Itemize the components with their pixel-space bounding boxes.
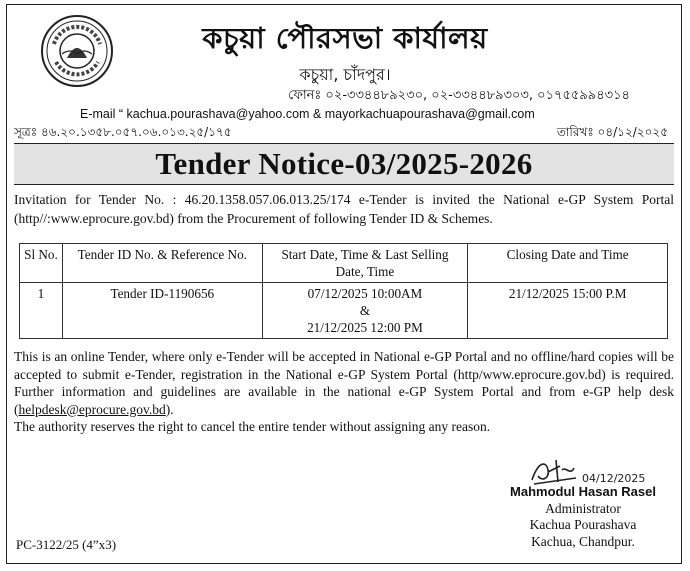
cell-sl: 1 [20, 283, 63, 339]
office-title-bengali: কচুয়া পৌরসভা কার্যালয় [202, 21, 488, 55]
tender-table [19, 243, 668, 339]
header-closing-date: Closing Date and Time [468, 244, 668, 283]
signatory-title: Administrator [545, 500, 621, 516]
online-tender-paragraph [14, 348, 674, 418]
table-row [20, 283, 668, 339]
email-addresses: E-mail “ kachua.pourashava@yahoo.com & mayorkachuapourashava@gmail.com [80, 107, 535, 121]
signature-date: 04/12/2025 [582, 472, 646, 485]
header-tender-id: Tender ID No. & Reference No. [62, 244, 262, 283]
cancellation-paragraph: The authority reserves the right to cancel the entire tender without assigning any reason. [14, 419, 491, 434]
signatory-block [498, 484, 668, 550]
notice-banner [14, 143, 674, 185]
office-location-bengali: কচুয়া, চাঁদপুর। [299, 65, 391, 84]
header-sl: Sl No. [20, 244, 63, 283]
pc-code: PC-3122/25 (4”x3) [16, 537, 117, 552]
header-start-date: Start Date, Time & Last Selling Date, Time [262, 244, 468, 283]
memo-date: তারিখঃ ০৪/১২/২০২৫ [556, 125, 668, 139]
phone-numbers: ফোনঃ ০২-৩৩৪৪৮৯২৩০, ০২-৩৩৪৪৮৯৩০৩, ০১৭৫৫৯৯৪৩১৪ [288, 88, 630, 103]
last-selling-datetime: 21/12/2025 12:00 PM [307, 320, 423, 335]
ampersand: & [359, 303, 371, 318]
terms-notes [14, 348, 674, 436]
cell-tender-id: Tender ID-1190656 [62, 283, 262, 339]
invitation-paragraph: Invitation for Tender No. : 46.20.1358.057.06.013.25/174 e-Tender is invited the National e-GP System Portal (http//:www.eprocure.gov.bd) from the Procurement of following Tender ID & Schemes. [14, 192, 674, 226]
start-datetime: 07/12/2025 10:00AM [307, 286, 423, 301]
online-tender-text: This is an online Tender, where only e-Tender will be accepted in National e-GP Portal and no offline/hard copies will be accepted to submit e-Tender, registration in the National e-GP System Portal (http/www.eprocure.gov.bd) is required. Further information and guidelines are available in the national e-GP System Portal and from e-GP help desk ( [14, 349, 674, 417]
signatory-name: Mahmodul Hasan Rasel [510, 484, 656, 499]
online-tender-text-end: ). [165, 401, 174, 417]
signatory-location: Kachua, Chandpur. [531, 533, 635, 549]
table-header-row [20, 244, 668, 283]
notice-title: Tender Notice-03/2025-2026 [155, 146, 533, 181]
signatory-office: Kachua Pourashava [529, 517, 637, 532]
helpdesk-link[interactable]: helpdesk@eprocure.gov.bd [18, 401, 166, 417]
cell-start-date [262, 283, 468, 339]
memo-reference: সূত্রঃ ৪৬.২০.১৩৫৮.০৫৭.০৬.০১৩.২৫/১৭৫ [14, 125, 232, 139]
cell-closing-date: 21/12/2025 15:00 P.M [468, 283, 668, 339]
